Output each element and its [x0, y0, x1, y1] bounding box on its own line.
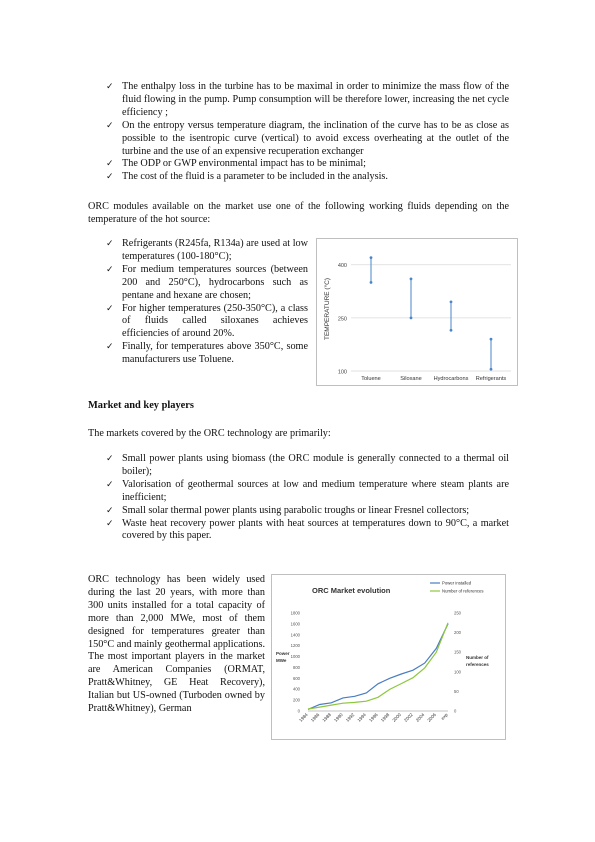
- series-line: [308, 623, 448, 709]
- y-right-tick-label: 250: [454, 610, 461, 616]
- y-right-axis-label: Number of: [466, 655, 489, 660]
- intro-bullet-text: On the entropy versus temperature diagram, the inclination of the curve has to be as close as possible to the isentropic curve (vertical) to avoid excess overheating at the outlet of the turbine and the use of an expensive recuperation exchanger: [122, 119, 509, 157]
- checkmark-icon: ✓: [106, 518, 114, 529]
- y-right-axis-label: references: [466, 662, 489, 667]
- y-left-tick-label: 1800: [290, 610, 300, 616]
- x-tick-label: 2000: [391, 712, 403, 723]
- x-tick-label: 1990: [333, 712, 344, 723]
- y-tick-label: 250: [337, 316, 347, 323]
- checkmark-icon: ✓: [106, 264, 114, 275]
- fluid-bullet-item: [106, 303, 308, 342]
- y-tick-label: 400: [337, 263, 347, 270]
- range-max-point: [450, 301, 453, 304]
- y-left-axis-label: Power: [276, 651, 290, 656]
- checkmark-icon: ✓: [106, 479, 114, 490]
- y-left-tick-label: 0: [297, 708, 300, 714]
- paragraph-markets: The markets covered by the ORC technology are primarily:: [88, 428, 331, 439]
- x-tick-label: Hydrocarbons: [433, 376, 469, 382]
- intro-bullet-item: [106, 120, 509, 159]
- intro-bullet-text: The ODP or GWP environmental impact has to be minimal;: [122, 158, 366, 170]
- x-tick-label: 2004: [414, 712, 426, 723]
- paragraph-modules: ORC modules available on the market use one of the following working fluids depending on the temperature of the hot source:: [88, 201, 509, 225]
- range-max-point: [370, 256, 373, 259]
- x-tick-label: 1984: [298, 712, 309, 723]
- legend-label: Power installed: [442, 580, 472, 586]
- fluid-bullet-list: [106, 238, 308, 367]
- intro-bullet-item: [106, 171, 509, 184]
- intro-bullet-list: [106, 81, 509, 184]
- fluid-bullet-text: Finally, for temperatures above 350°C, some manufacturers use Toluene.: [122, 341, 308, 366]
- x-tick-label: Toluene: [361, 376, 381, 382]
- x-tick-label: 2002: [403, 712, 414, 723]
- intro-bullet-item: [106, 81, 509, 120]
- temperature-range-chart: [316, 238, 518, 386]
- y-left-tick-label: 1600: [290, 621, 300, 627]
- y-axis-label: TEMPERATURE (°C): [324, 277, 331, 341]
- y-left-axis-label: MWe: [276, 658, 287, 663]
- range-min-point: [490, 368, 493, 371]
- y-left-tick-label: 400: [293, 686, 300, 692]
- x-tick-label: Siloxane: [400, 376, 422, 382]
- x-tick-label: exp: [440, 712, 449, 721]
- checkmark-icon: ✓: [106, 159, 114, 170]
- checkmark-icon: ✓: [106, 342, 114, 353]
- checkmark-icon: ✓: [106, 454, 114, 464]
- checkmark-icon: ✓: [106, 239, 114, 249]
- line-chart-svg: [272, 575, 505, 739]
- x-tick-label: 1998: [379, 712, 391, 723]
- range-min-point: [410, 316, 413, 319]
- market-bullet-text: Small solar thermal power plants using parabolic troughs or linear Fresnel collectors;: [122, 504, 470, 516]
- y-right-tick-label: 50: [454, 688, 459, 694]
- y-right-tick-label: 0: [454, 708, 457, 714]
- y-left-tick-label: 1000: [290, 654, 300, 660]
- fluid-bullet-item: [106, 341, 308, 367]
- market-bullet-text: Valorisation of geothermal sources at low and medium temperature where steam plants are inefficient;: [122, 478, 509, 503]
- x-tick-label: 1992: [344, 712, 356, 723]
- fluid-bullet-item: [106, 264, 308, 303]
- range-chart-svg: [317, 239, 517, 385]
- intro-bullet-item: [106, 158, 509, 171]
- fluid-bullet-item: [106, 238, 308, 264]
- x-tick-label: 1994: [356, 712, 368, 723]
- y-left-tick-label: 1200: [290, 643, 300, 649]
- fluid-bullet-text: Refrigerants (R245fa, R134a) are used at low temperatures (100-180°C);: [122, 238, 308, 262]
- range-min-point: [370, 281, 373, 284]
- paragraph-orc-technology: ORC technology has been widely used during the last 20 years, with more than 300 units installed for a total capacity of more than 2,000 MWe, most of them designed for temperatures greater than 150°C and mainly geothermal applications. The most important players in the market are American Companies (ORMAT, Pratt&Whitney, GE Heat Recovery), Italian but US-owned (Turboden owned by Pratt&Whitney), German: [88, 574, 265, 715]
- y-left-tick-label: 200: [293, 697, 300, 703]
- range-max-point: [410, 277, 413, 280]
- series-line: [308, 624, 448, 710]
- market-bullet-item: [106, 505, 509, 518]
- fluid-bullet-text: For medium temperatures sources (between 200 and 250°C), hydrocarbons such as pentane and hexane are chosen;: [122, 263, 308, 301]
- x-tick-label: 1986: [309, 712, 321, 723]
- chart-title: ORC Market evolution: [312, 586, 391, 595]
- checkmark-icon: ✓: [106, 82, 114, 92]
- y-right-tick-label: 150: [454, 649, 461, 655]
- range-min-point: [450, 329, 453, 332]
- checkmark-icon: ✓: [106, 120, 114, 131]
- market-bullet-item: [106, 518, 509, 544]
- y-right-tick-label: 100: [454, 669, 461, 675]
- y-tick-label: 100: [337, 369, 347, 376]
- market-bullet-text: Waste heat recovery power plants with heat sources at temperatures down to 90°C, a market covered by this paper.: [122, 517, 509, 542]
- checkmark-icon: ✓: [106, 505, 114, 516]
- x-tick-label: 1996: [368, 712, 379, 723]
- x-tick-label: 2006: [426, 712, 438, 723]
- intro-bullet-text: The cost of the fluid is a parameter to be included in the analysis.: [122, 171, 388, 183]
- market-bullet-item: [106, 479, 509, 505]
- y-right-tick-label: 200: [454, 630, 461, 636]
- legend-label: Number of references: [442, 588, 484, 594]
- market-bullet-list: [106, 453, 509, 543]
- market-evolution-chart: [271, 574, 506, 740]
- fluid-bullet-text: For higher temperatures (250-350°C), a class of fluids called siloxanes achieves efficiencies of around 20%.: [122, 302, 308, 340]
- y-left-tick-label: 800: [293, 664, 300, 670]
- checkmark-icon: ✓: [106, 303, 114, 314]
- market-bullet-text: Small power plants using biomass (the ORC module is generally connected to a thermal oil boiler);: [122, 453, 509, 477]
- range-max-point: [490, 338, 493, 341]
- y-left-tick-label: 1400: [290, 632, 300, 638]
- x-tick-label: 1988: [321, 712, 333, 723]
- intro-bullet-text: The enthalpy loss in the turbine has to be maximal in order to minimize the mass flow of the fluid flowing in the pump. Pump consumption will be therefore lower, increasing the net cycle efficiency ;: [122, 81, 509, 118]
- x-tick-label: Refrigerants: [475, 376, 507, 382]
- market-bullet-item: [106, 453, 509, 479]
- y-left-tick-label: 600: [293, 675, 300, 681]
- section-heading-market: Market and key players: [88, 400, 194, 411]
- checkmark-icon: ✓: [106, 172, 114, 183]
